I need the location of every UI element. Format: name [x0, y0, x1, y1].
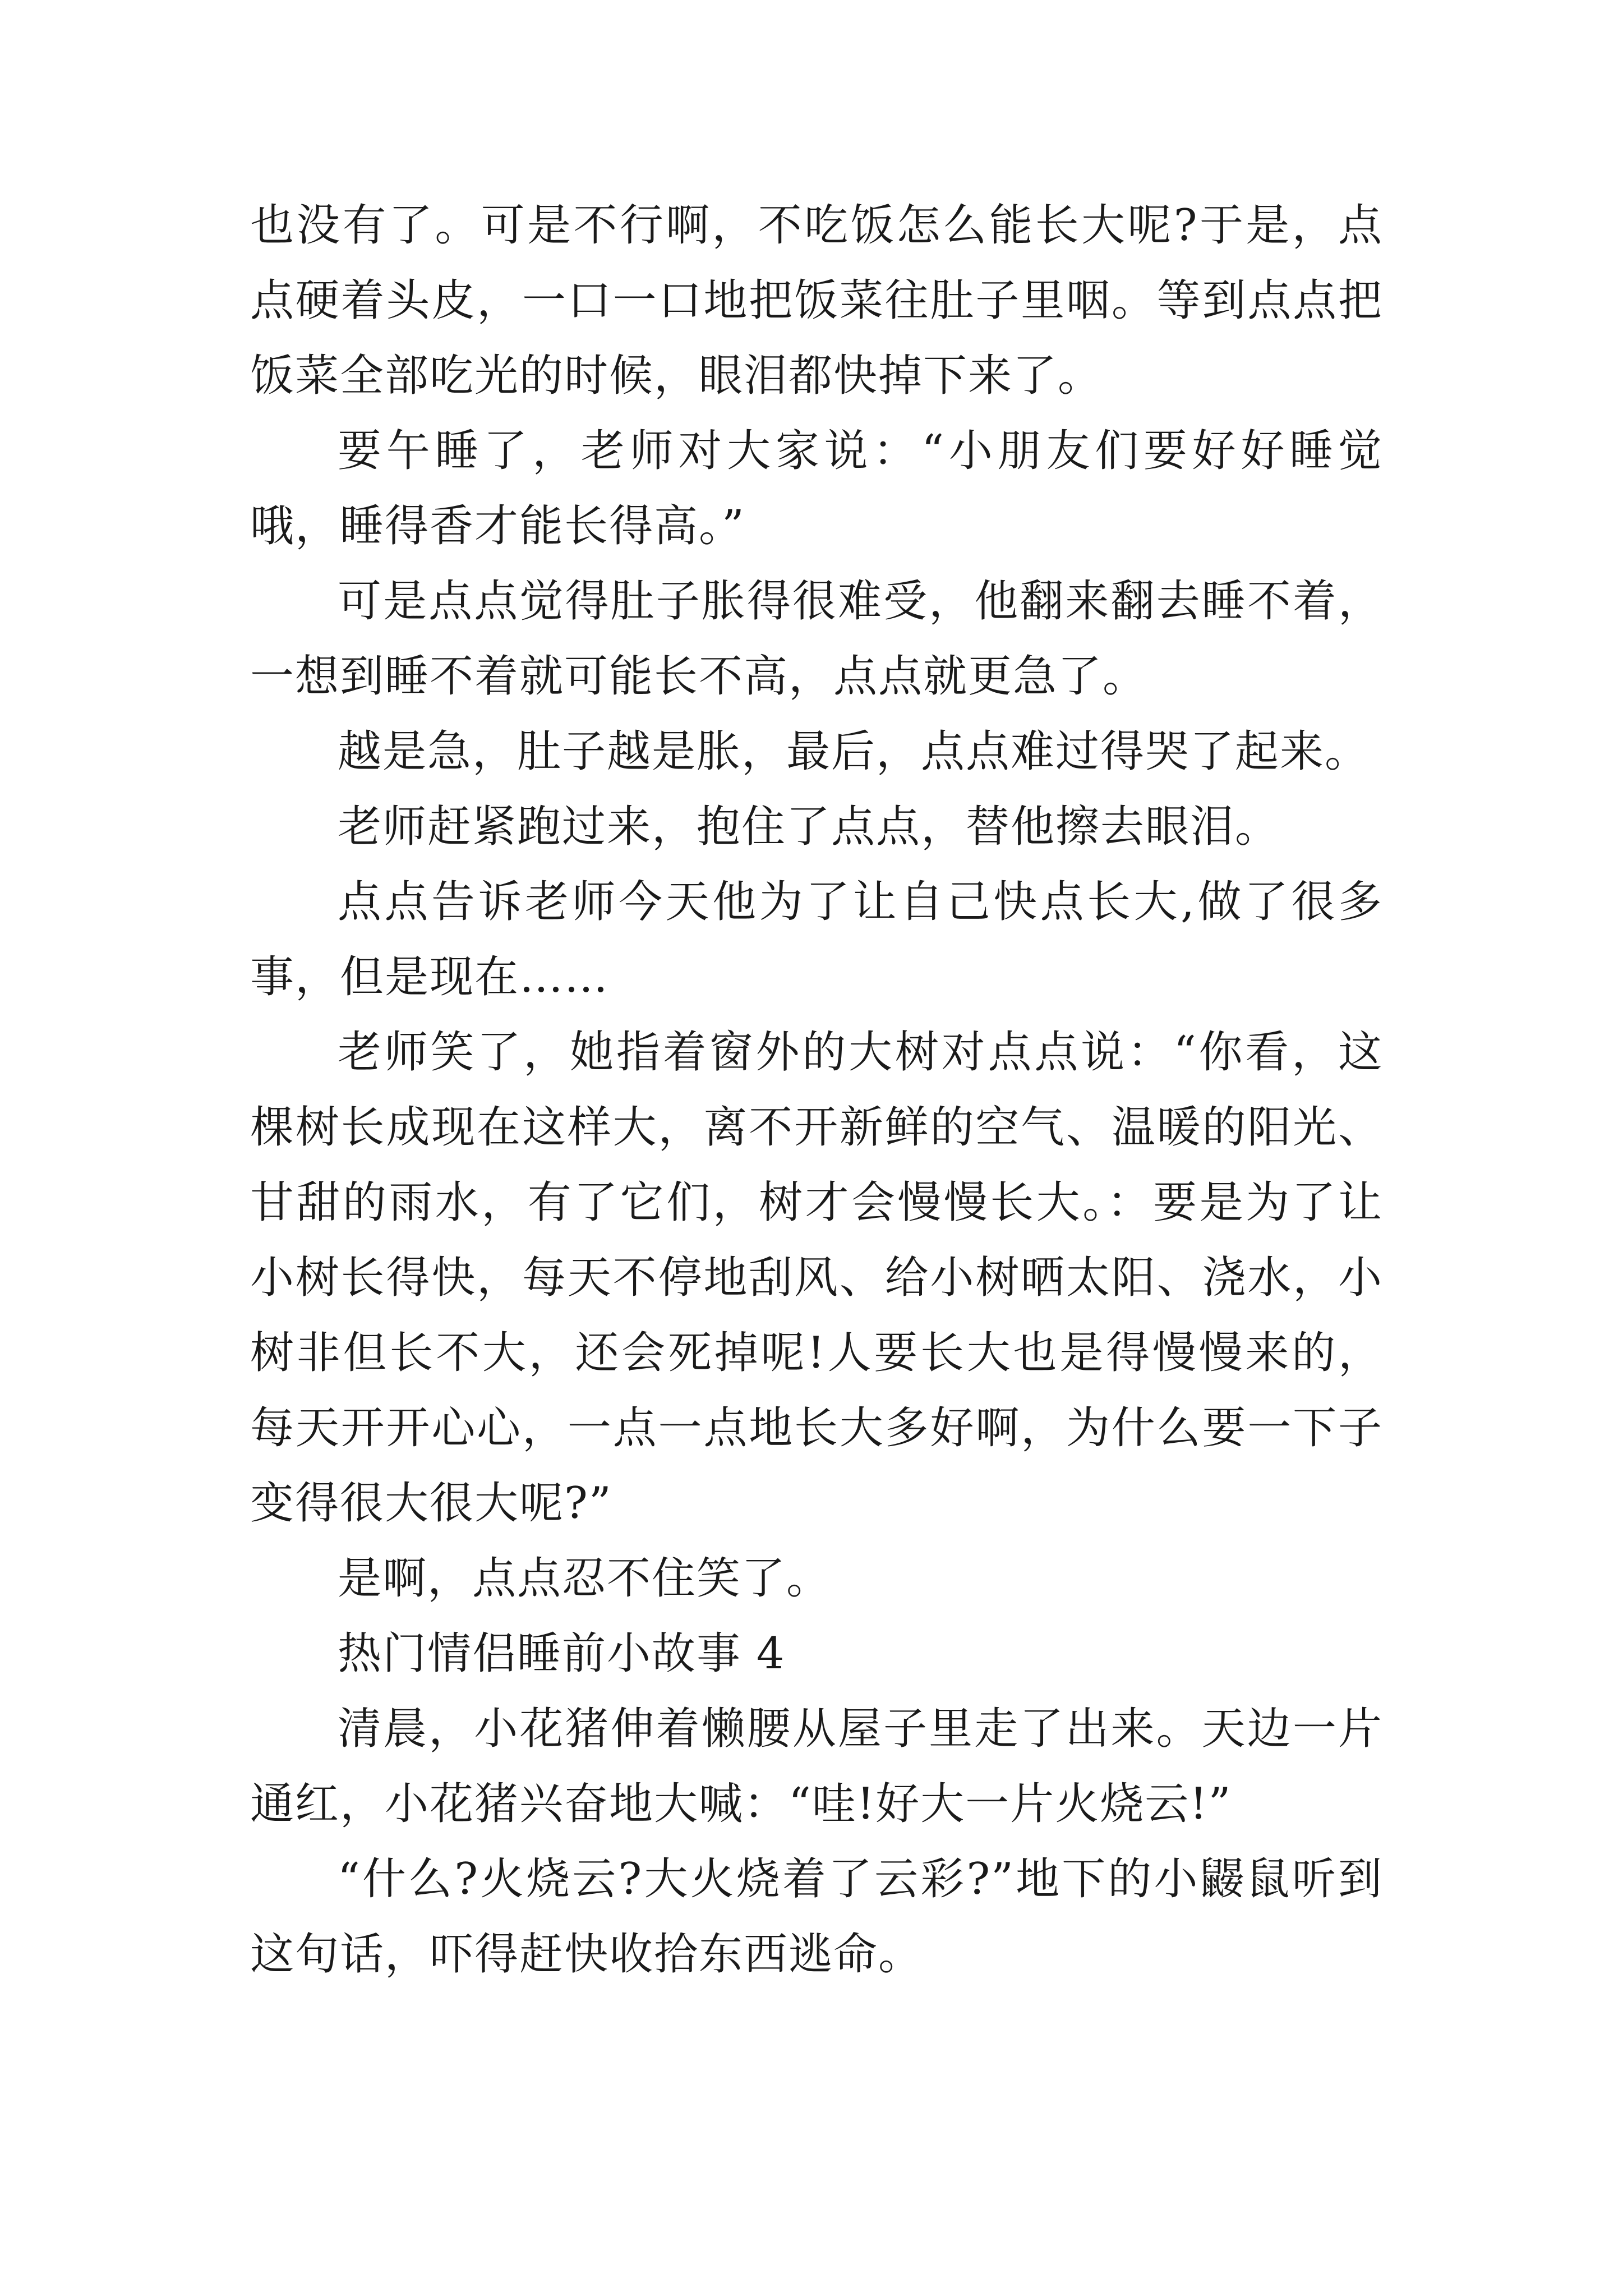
paragraph-morning: 清晨，小花猪伸着懒腰从屋子里走了出来。天边一片通红，小花猪兴奋地大喊：“哇!好大一片火烧云!” [250, 1704, 1383, 1829]
story-text [250, 188, 1383, 1992]
paragraph-tells-teacher: 点点告诉老师今天他为了让自己快点长大,做了很多事，但是现在…… [250, 877, 1383, 1002]
paragraph-crying: 越是急，肚子越是胀，最后，点点难过得哭了起来。 [338, 726, 1370, 777]
paragraph-mole: “什么?火烧云?大火烧着了云彩?”地下的小鼹鼠听到这句话，吓得赶快收拾东西逃命。 [250, 1854, 1383, 1980]
paragraph-continuation: 也没有了。可是不行啊，不吃饭怎么能长大呢?于是，点点硬着头皮，一口一口地把饭菜往肚子里咽。等到点点把饭菜全部吃光的时候，眼泪都快掉下来了。 [250, 200, 1383, 401]
paragraph-smiles: 是啊，点点忍不住笑了。 [338, 1553, 832, 1604]
paragraph-nap-time: 要午睡了，老师对大家说：“小朋友们要好好睡觉哦，睡得香才能长得高。” [250, 426, 1383, 551]
paragraph-teacher-explains: 老师笑了，她指着窗外的大树对点点说：“你看，这棵树长成现在这样大，离不开新鲜的空气、温暖的阳光、甘甜的雨水，有了它们，树才会慢慢长大。：要是为了让小树长得快，每天不停地刮风、给小树晒太阳、浇水，小树非但长不大，还会死掉呢!人要长大也是得慢慢来的，每天开开心心，一点一点地长大多好啊，为什么要一下子变得很大很大呢?” [250, 1027, 1383, 1529]
section-heading: 热门情侣睡前小故事 4 [338, 1628, 786, 1679]
paragraph-teacher-comforts: 老师赶紧跑过来，抱住了点点，替他擦去眼泪。 [338, 802, 1280, 852]
paragraph-cannot-sleep: 可是点点觉得肚子胀得很难受，他翻来翻去睡不着，一想到睡不着就可能长不高，点点就更急了。 [250, 576, 1383, 702]
